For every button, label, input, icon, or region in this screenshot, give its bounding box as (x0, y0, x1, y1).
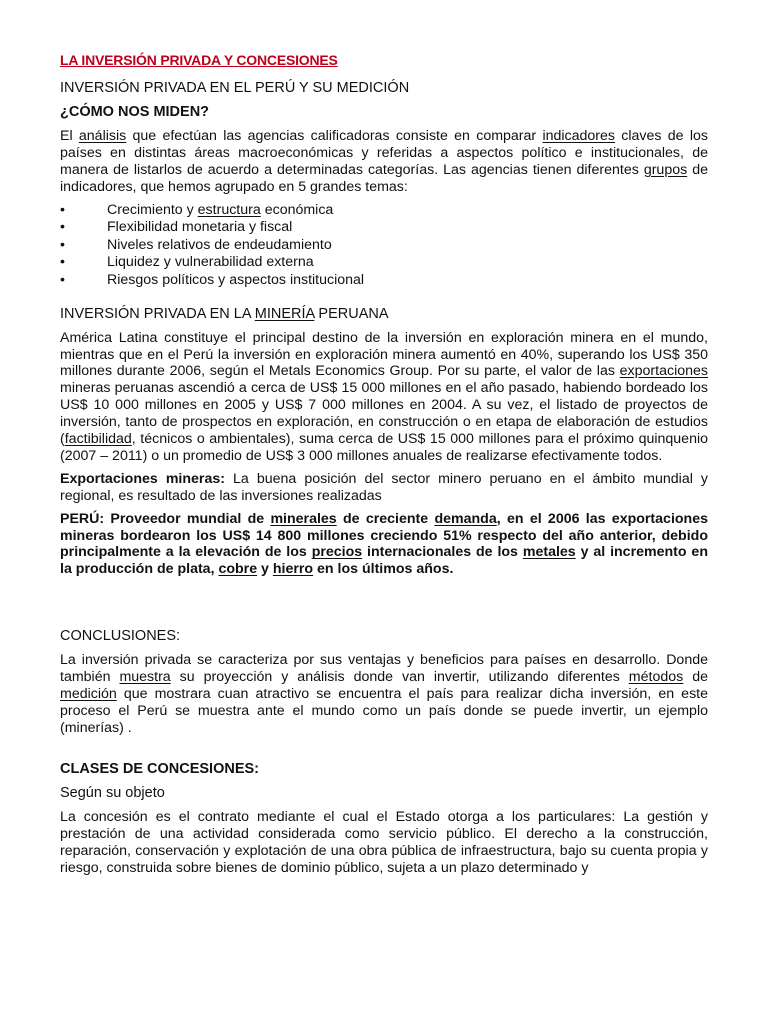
link-grupos[interactable]: grupos (643, 161, 688, 178)
document-title: LA INVERSIÓN PRIVADA Y CONCESIONES (60, 52, 338, 68)
subheading-by-object: Según su objeto (60, 784, 165, 801)
indicator-topics-list (60, 202, 708, 290)
section-heading-peru-investment: INVERSIÓN PRIVADA EN EL PERÚ Y SU MEDICIÓN (60, 80, 410, 96)
paragraph-mining-exports: Exportaciones mineras: La buena posición del sector minero peruano en el ámbito mundial y regional, es resultado de las inversiones realizadas (60, 470, 708, 504)
list-item: • Flexibilidad monetaria y fiscal (60, 219, 708, 237)
blank-space (60, 584, 708, 628)
link-demanda[interactable]: demanda (434, 510, 497, 527)
list-item: • Liquidez y vulnerabilidad externa (60, 254, 708, 272)
section-heading-concession-types: CLASES DE CONCESIONES: (60, 760, 259, 777)
paragraph-conclusions: La inversión privada se caracteriza por sus ventajas y beneficios para países en desarrollo. Donde también muestra su proyección y análisis donde van invertir, utilizando diferentes métodos de medición que mostrara cuan atractivo se encuentra el país para realizar dicha inversión, en este proceso el Perú se muestra ante el mundo como un país donde se puede invertir, un ejemplo (minerías) . (60, 652, 708, 736)
blank-space (60, 743, 708, 761)
list-item: • Crecimiento y estructura económica (60, 202, 708, 220)
link-indicadores[interactable]: indicadores (542, 128, 615, 144)
link-precios[interactable]: precios (311, 544, 363, 561)
paragraph-latin-america-mining: América Latina constituye el principal destino de la inversión en exploración minera en el mundo, mientras que en el Perú la inversión en exploración minera aumentó en 40%, superando los US$ 350 millones durante 2006, según el Metals Economics Group. Por su parte, el valor de las exportaciones mineras peruanas ascendió a cerca de US$ 15 000 millones en el año pasado, habiendo bordeado los US$ 10 000 millones en 2005 y US$ 7 000 millones en 2004. A su vez, el listado de proyectos de inversión, tanto de prospectos en exploración, en construcción o en etapa de elaboración de estudios (factibilidad, técnicos o ambientales), suma cerca de US$ 15 000 millones para el próximo quinquenio (2007 – 2011) o un promedio de US$ 3 000 millones anuales de realizarse efectivamente todos. (60, 329, 708, 464)
list-item: • Riesgos políticos y aspectos institucional (60, 272, 708, 290)
list-item: • Niveles relativos de endeudamiento (60, 237, 708, 255)
link-metales[interactable]: metales (522, 544, 576, 561)
link-cobre[interactable]: cobre (218, 561, 258, 578)
link-metodos[interactable]: métodos (628, 669, 684, 686)
link-hierro[interactable]: hierro (272, 561, 314, 578)
link-factibilidad[interactable]: factibilidad (64, 431, 132, 448)
paragraph-peru-supplier: PERÚ: Proveedor mundial de minerales de creciente demanda, en el 2006 las exportaciones mineras bordearon los US$ 14 800 millones creciendo 51% respecto del año anterior, debido principalmente a la elevación de los precios internacionales de los metales y al incremento en la producción de plata, cobre y hierro en los últimos años. (60, 510, 708, 578)
link-mineria[interactable]: MINERÍA (254, 305, 315, 322)
section-heading-mining: INVERSIÓN PRIVADA EN LA MINERÍA PERUANA (60, 305, 389, 322)
link-exportaciones[interactable]: exportaciones (619, 363, 708, 380)
paragraph-rating-agencies: El análisis que efectúan las agencias calificadoras consiste en comparar indicadores claves de los países en distintas áreas macroeconómicas y referidas a aspectos político e institucionales, de manera de listarlos de acuerdo a determinadas categorías. Las agencias tienen diferentes grupos de indicadores, que hemos agrupado en 5 grandes temas: (60, 128, 708, 195)
label-exportaciones-mineras: Exportaciones mineras: (60, 470, 225, 487)
section-heading-conclusions: CONCLUSIONES: (60, 628, 181, 645)
subheading-how-measured: ¿CÓMO NOS MIDEN? (60, 104, 210, 120)
paragraph-concession-definition: La concesión es el contrato mediante el cual el Estado otorga a los particulares: La gestión y prestación de una actividad considerada como servicio público. El derecho a la construcción, reparación, conservación y explotación de una obra pública de infraestructura, bajo su cuenta propia y riesgo, construida sobre bienes de dominio público, sujeta a un plazo determinado y (60, 808, 708, 876)
link-analisis[interactable]: análisis (78, 128, 127, 144)
link-muestra[interactable]: muestra (119, 669, 171, 686)
link-medicion[interactable]: medición (60, 686, 117, 703)
link-estructura[interactable]: estructura (197, 201, 261, 218)
link-minerales[interactable]: minerales (270, 510, 337, 527)
